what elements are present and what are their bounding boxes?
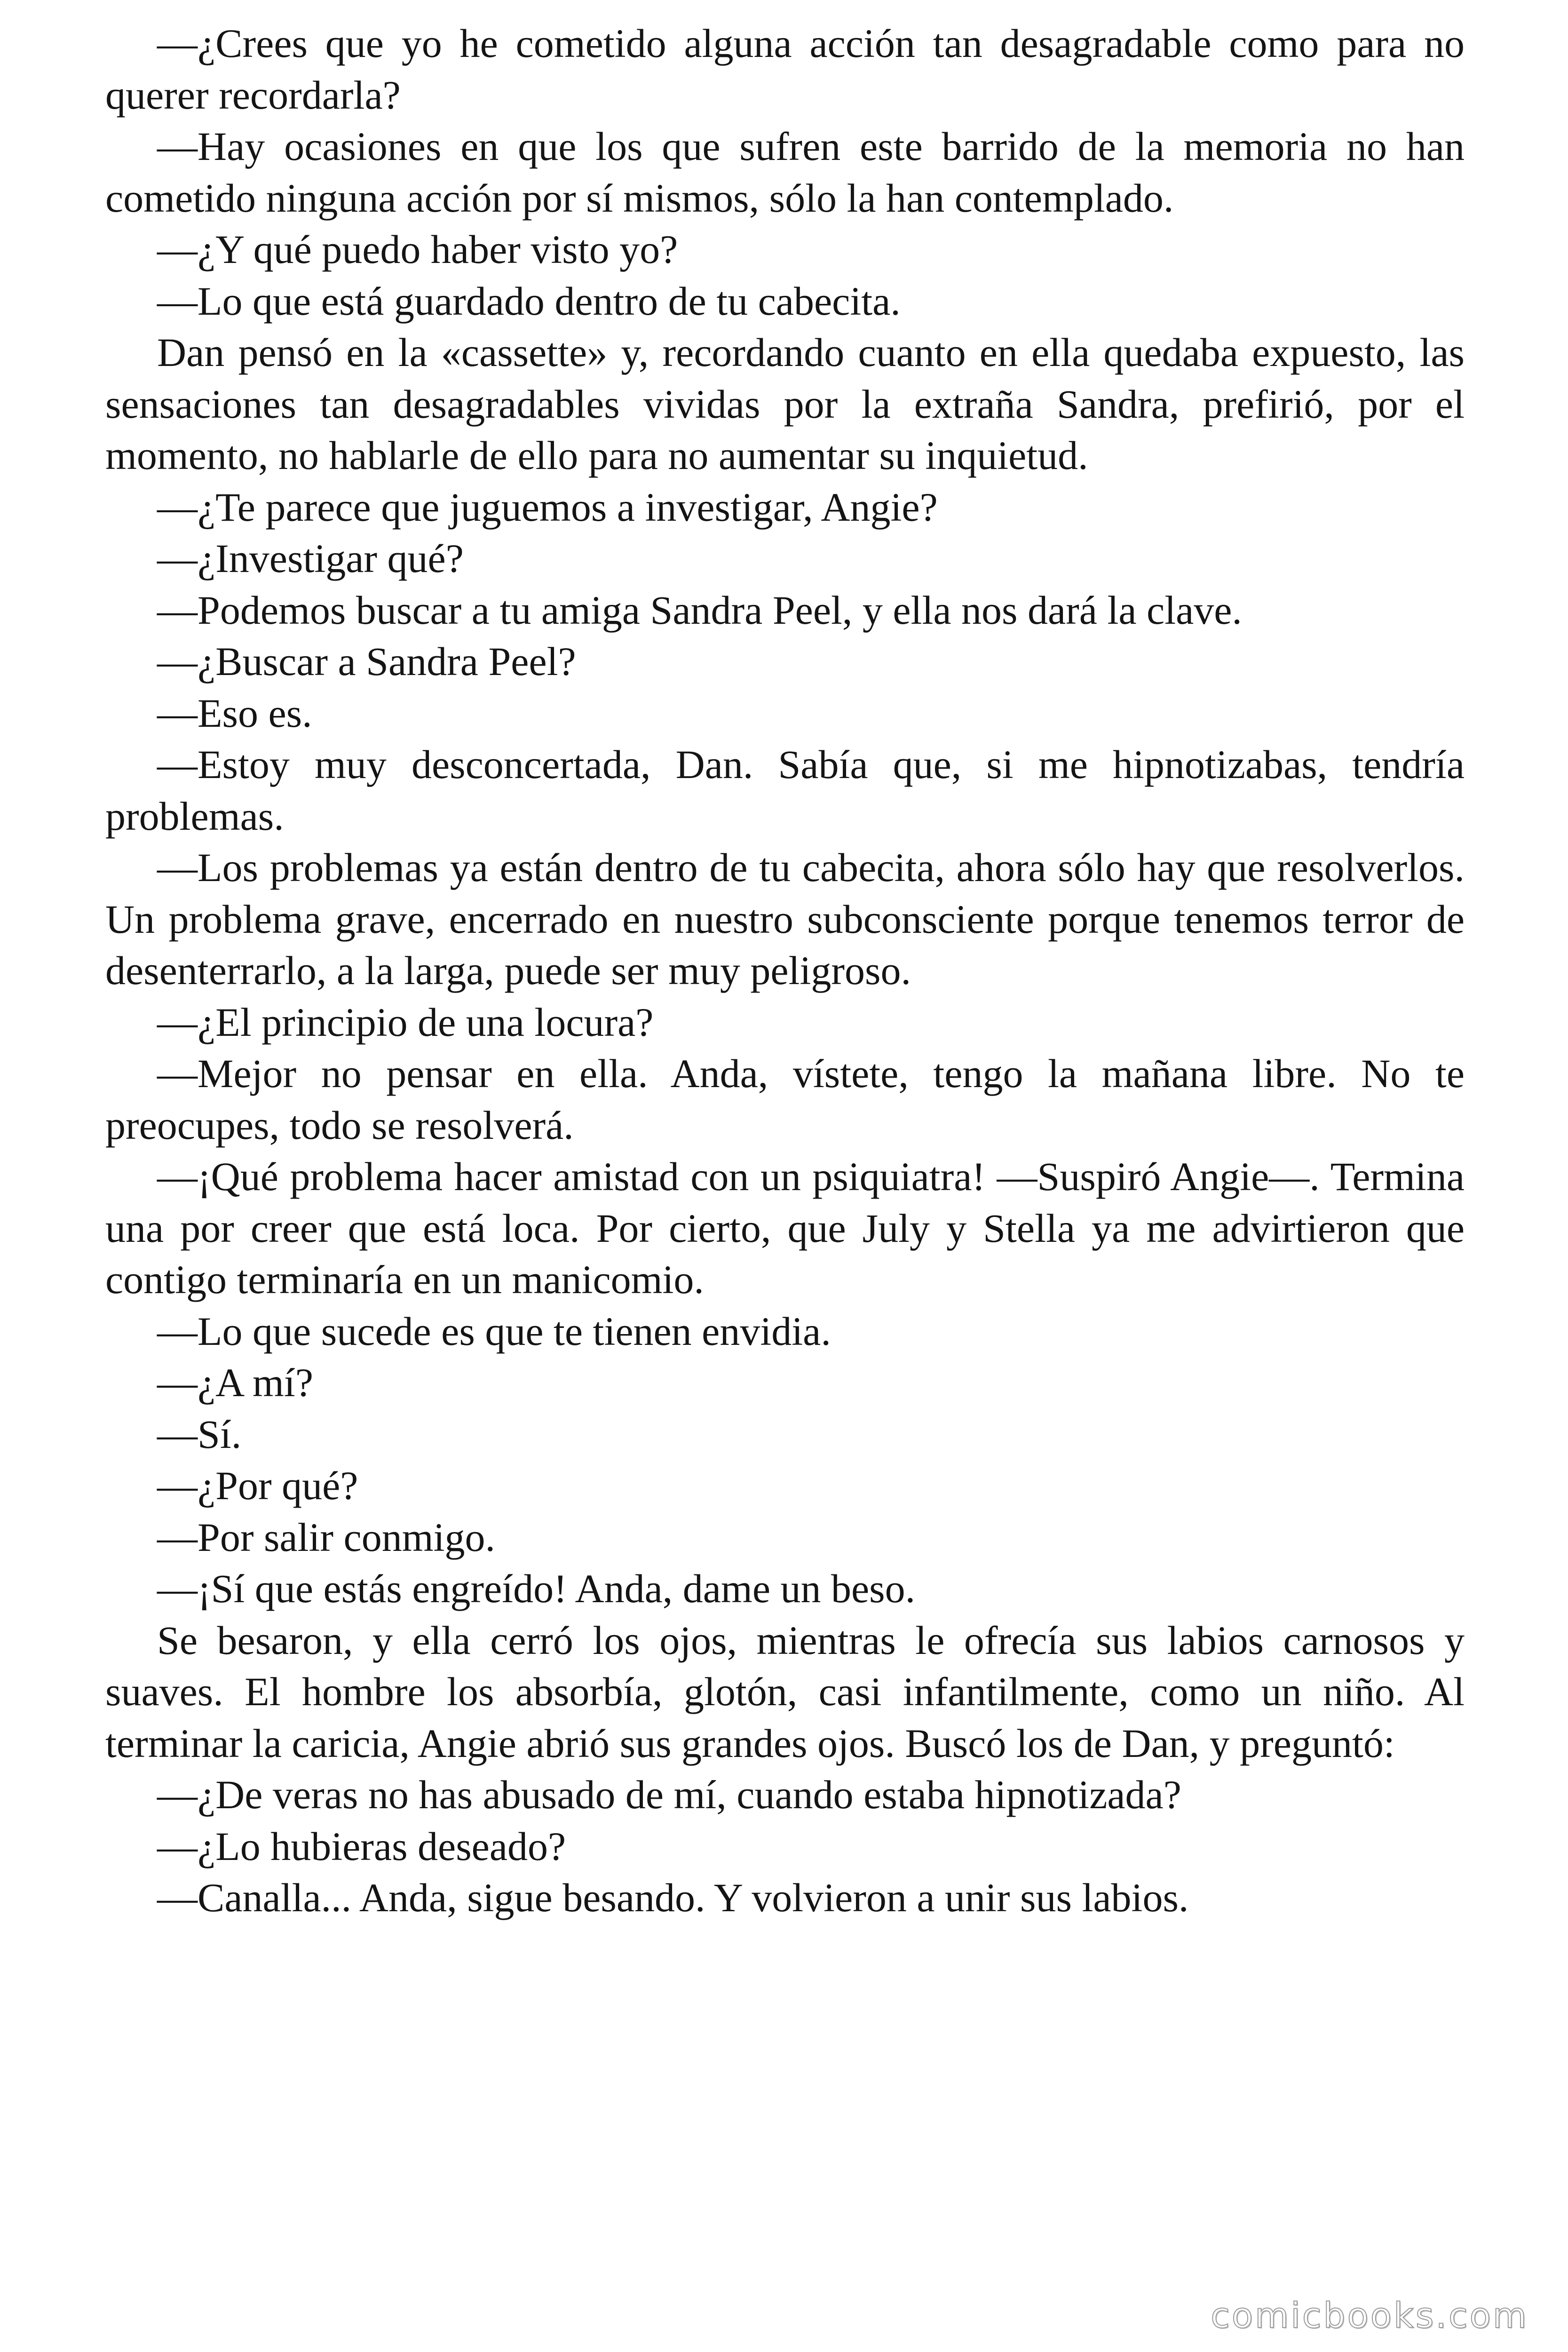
paragraph: —Hay ocasiones en que los que sufren este barrido de la memoria no han cometido ninguna acción por sí mismos, sólo la han contemplado. bbox=[105, 124, 1465, 221]
paragraph: Se besaron, y ella cerró los ojos, mientras le ofrecía sus labios carnosos y suaves. El hombre los absorbía, glotón, casi infantilmente, como un niño. Al terminar la caricia, Angie abrió sus grandes ojos. Buscó los de Dan, y preguntó: bbox=[105, 1617, 1465, 1766]
paragraph: —Canalla... Anda, sigue besando. Y volvieron a unir sus labios. bbox=[157, 1875, 1189, 1920]
paragraph: —¿Crees que yo he cometido alguna acción tan desagradable como para no querer recordarla? bbox=[105, 21, 1465, 118]
paragraph: —¿De veras no has abusado de mí, cuando estaba hipnotizada? bbox=[157, 1772, 1181, 1817]
paragraph: —Lo que sucede es que te tienen envidia. bbox=[157, 1308, 831, 1354]
paragraph: —Eso es. bbox=[157, 690, 312, 736]
paragraph: —¿Lo hubieras deseado? bbox=[157, 1823, 566, 1869]
paragraph: —¿A mí? bbox=[157, 1360, 313, 1405]
watermark: comicbooks.com bbox=[1211, 2296, 1528, 2336]
paragraph: —Sí. bbox=[157, 1411, 242, 1457]
paragraph: —¿Buscar a Sandra Peel? bbox=[157, 639, 576, 684]
paragraph: —Por salir conmigo. bbox=[157, 1514, 495, 1560]
paragraph: —Lo que está guardado dentro de tu cabecita. bbox=[157, 278, 901, 324]
paragraph: —¡Qué problema hacer amistad con un psiquiatra! —Suspiró Angie—. Termina una por creer que está loca. Por cierto, que July y Stella ya me advirtieron que contigo terminaría en un manicomio. bbox=[105, 1154, 1465, 1302]
paragraph: —Los problemas ya están dentro de tu cabecita, ahora sólo hay que resolverlos. Un problema grave, encerrado en nuestro subconsciente porque tenemos terror de desenterrarlo, a la larga, puede ser muy peligroso. bbox=[105, 845, 1465, 993]
paragraph: —¿Te parece que juguemos a investigar, Angie? bbox=[157, 484, 938, 530]
paragraph: —Estoy muy desconcertada, Dan. Sabía que, si me hipnotizabas, tendría problemas. bbox=[105, 742, 1465, 839]
paragraph: —¿El principio de una locura? bbox=[157, 999, 654, 1045]
paragraph: Dan pensó en la «cassette» y, recordando cuanto en ella quedaba expuesto, las sensaciones tan desagradables vividas por la extraña Sandra, prefirió, por el momento, no hablarle de ello para no aumentar su inquietud. bbox=[105, 330, 1465, 478]
paragraph: —¡Sí que estás engreído! Anda, dame un beso. bbox=[157, 1566, 916, 1611]
paragraph: —¿Por qué? bbox=[157, 1463, 358, 1508]
paragraph: —¿Investigar qué? bbox=[157, 536, 464, 581]
paragraph: —¿Y qué puedo haber visto yo? bbox=[157, 227, 678, 272]
paragraph: —Podemos buscar a tu amiga Sandra Peel, y ella nos dará la clave. bbox=[157, 587, 1242, 633]
paragraph: —Mejor no pensar en ella. Anda, vístete, tengo la mañana libre. No te preocupes, todo se resolverá. bbox=[105, 1051, 1465, 1148]
body-text bbox=[105, 18, 1465, 1924]
